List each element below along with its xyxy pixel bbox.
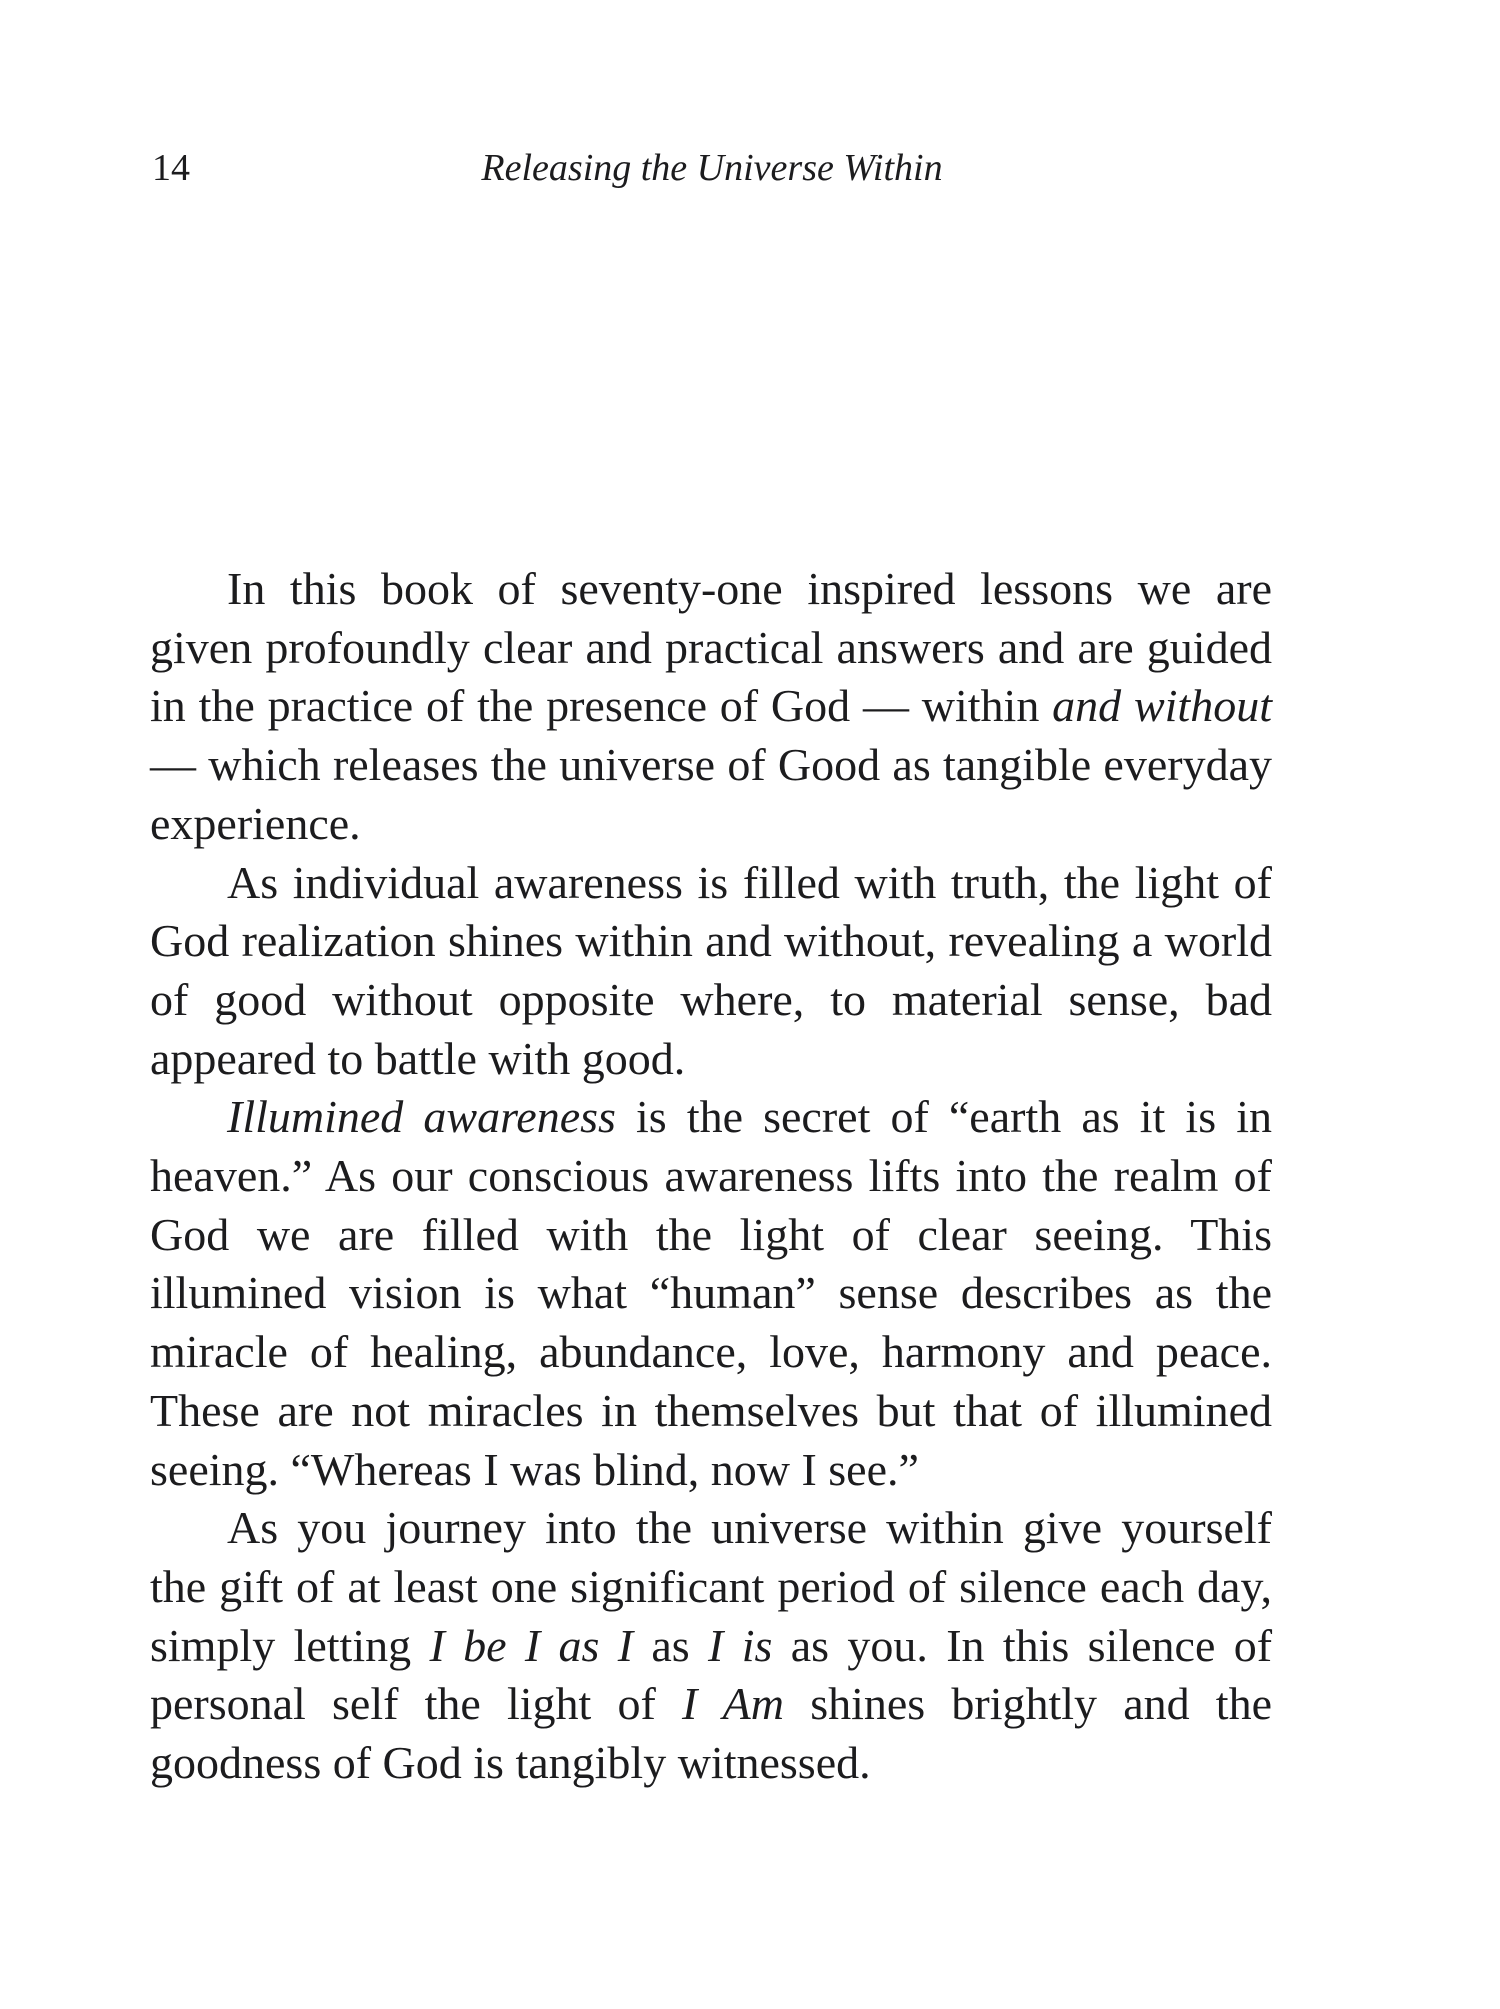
paragraph [150, 1088, 1272, 1499]
running-title: Releasing the Universe Within [481, 147, 943, 189]
text-run: As you journey into the universe within give yourself the gift of at least one significant period of silence each day, simply letting [150, 1502, 1272, 1671]
text-run: is the secret of “earth as it is in heaven.” As our conscious awareness lifts into the realm of God we are filled with the light of clear seeing. This illumined vision is what “human” sense describes as the miracle of healing, abundance, love, harmony and peace. These are not miracles in themselves but that of illumined seeing. “Whereas I was blind, now I see.” [150, 1091, 1273, 1495]
paragraph [150, 560, 1272, 854]
paragraph [150, 1499, 1272, 1793]
text-run: As individual awareness is filled with truth, the light of God realization shines within and without, revealing a world of good without opposite where, to material sense, bad appeared to battle with good. [150, 856, 1272, 1084]
page-number: 14 [152, 147, 190, 189]
body-text [150, 560, 1272, 1793]
italic-text: I is [708, 1619, 773, 1671]
text-run: In this book of seventy-one inspired lessons we are given profoundly clear and practical answers and are guided in the practice of the presence of God — within [150, 563, 1272, 732]
text-run: as you. In this silence of personal self the light of [150, 1619, 1273, 1730]
running-head [152, 145, 1272, 191]
paragraph [150, 854, 1272, 1089]
italic-text: I be I as I [429, 1619, 634, 1671]
text-run: as [633, 1619, 709, 1671]
italic-text: Illumined awareness [227, 1091, 616, 1143]
text-run: shines brightly and the goodness of God is tangibly witnessed. [150, 1678, 1273, 1789]
italic-text: and without [1052, 680, 1272, 732]
italic-text: I Am [682, 1678, 785, 1730]
text-run: — which releases the universe of Good as tangible everyday experience. [150, 739, 1272, 849]
